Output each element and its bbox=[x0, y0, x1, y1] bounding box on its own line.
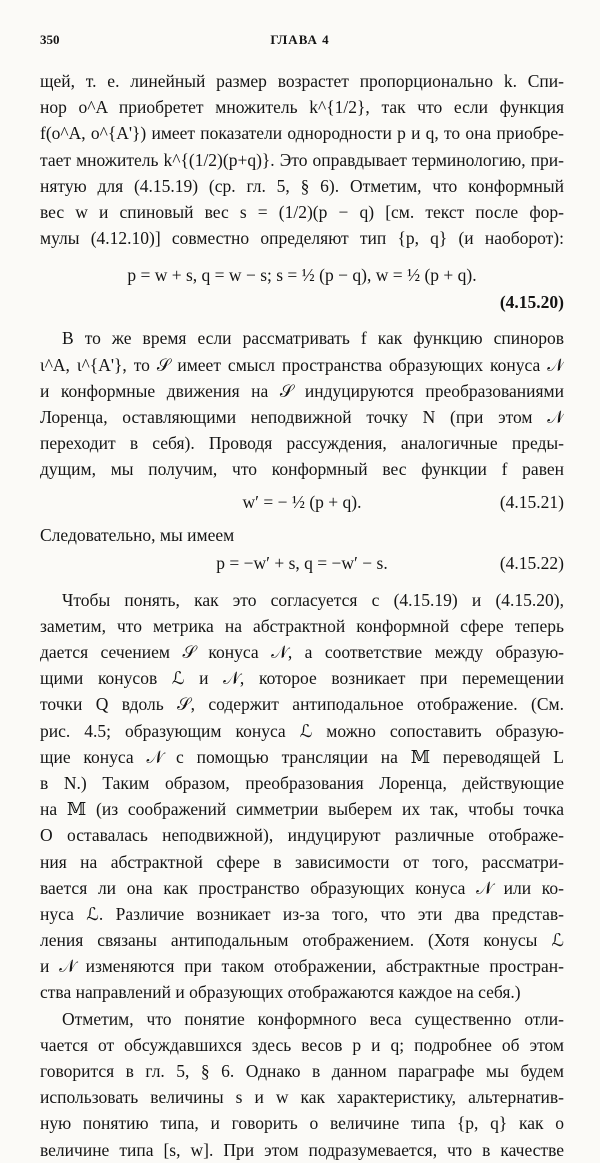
text-line: точки Q вдоль 𝒮, содержит антиподальное отображение. (См. bbox=[40, 694, 564, 715]
text-line: рис. 4.5; образующим конуса ℒ можно сопоставить образую- bbox=[40, 720, 564, 741]
text-line: Отметим, что понятие конформного веса существенно отли- bbox=[62, 1008, 564, 1029]
equation-number: (4.15.22) bbox=[499, 552, 564, 573]
text-line: переходит в себя). Проводя рассуждения, аналогичные преды- bbox=[40, 433, 564, 454]
equation-formula: p = w + s, q = w − s; s = ½ (p − q), w = ½ (p + q). bbox=[127, 265, 477, 286]
text-line: Лоренца, оставляющими неподвижной точку N (при этом 𝒩 bbox=[40, 406, 564, 427]
text-line: в N.) Таким образом, преобразования Лоренца, действующие bbox=[40, 772, 564, 793]
paragraph-1 bbox=[40, 68, 564, 251]
text-line: ления связаны антиподальным отображением. (Хотя конусы ℒ bbox=[40, 930, 564, 951]
text-line: f(o^A, o^{A'}) имеет показатели однородности p и q, то она приобре- bbox=[40, 123, 564, 144]
equation-formula: p = −w′ + s, q = −w′ − s. bbox=[216, 552, 388, 573]
paragraph-2 bbox=[40, 325, 564, 482]
text-line: O оставалась неподвижной), индуцируют различные отображе- bbox=[40, 825, 564, 846]
page-body bbox=[40, 68, 564, 1163]
paragraph-3 bbox=[40, 587, 564, 1006]
equation-4-15-21 bbox=[40, 488, 564, 516]
text-line: щей, т. е. линейный размер возрастет пропорционально k. Спи- bbox=[40, 71, 564, 91]
chapter-title: ГЛАВА 4 bbox=[270, 32, 330, 47]
text-line: тает множитель k^{(1/2)(p+q)}. Это оправдывает терминологию, при- bbox=[40, 149, 564, 170]
text-line: заметим, что метрика на абстрактной конформной сфере теперь bbox=[40, 615, 564, 636]
text-line: на 𝕄 (из соображений симметрии выберем их так, чтобы точка bbox=[40, 799, 564, 820]
text-line: ι^A, ι^{A'}, то 𝒮 имеет смысл пространства образующих конуса 𝒩 bbox=[40, 354, 564, 375]
running-header bbox=[40, 32, 560, 52]
text-line: щие конуса 𝒩 с помощью трансляции на 𝕄 переводящей L bbox=[40, 746, 564, 767]
text-line: говорится в гл. 5, § 6. Однако в данном параграфе мы будем bbox=[40, 1061, 564, 1081]
text-line: ства направлений и образующих отображаются каждое на себя.) bbox=[40, 982, 521, 1003]
equation-4-15-20 bbox=[40, 261, 564, 289]
text-line: мулы (4.12.10)] совместно определяют тип {p, q} (и наоборот): bbox=[40, 228, 564, 249]
text-line: и конформные движения на 𝒮 индуцируются преобразованиями bbox=[40, 380, 564, 401]
text-line: В то же время если рассматривать f как функцию спиноров bbox=[62, 328, 564, 349]
text-line: Чтобы понять, как это согласуется с (4.15.19) и (4.15.20), bbox=[62, 589, 564, 610]
text-line: ную понятию типа, и говорить о величине типа {p, q} как о bbox=[40, 1113, 564, 1134]
text-line: нятую для (4.15.19) (ср. гл. 5, § 6). Отметим, что конформный bbox=[40, 175, 564, 196]
paragraph-4 bbox=[40, 1006, 564, 1163]
text-line: дущим, мы получим, что конформный вес функции f равен bbox=[40, 459, 564, 480]
text-line: вается ли она как пространство образующих конуса 𝒩 или ко- bbox=[40, 877, 564, 898]
equation-number: (4.15.20) bbox=[499, 292, 564, 313]
text-line: чается от обсуждавшихся здесь весов p и q; подробнее об этом bbox=[40, 1034, 564, 1055]
equation-4-15-22 bbox=[40, 549, 564, 577]
text-line: щими конусов ℒ и 𝒩, которое возникает при перемещении bbox=[40, 668, 564, 689]
equation-number: (4.15.21) bbox=[499, 492, 564, 513]
text-line: ния на абстрактной сфере в зависимости от того, рассматри- bbox=[40, 851, 564, 872]
text-line: дается сечением 𝒮 конуса 𝒩, а соответствие между образую- bbox=[40, 642, 564, 662]
text-line: и 𝒩 изменяются при таком отображении, абстрактные простран- bbox=[40, 956, 564, 977]
text-line: вес w и спиновый вес s = (1/2)(p − q) [см. текст после фор- bbox=[40, 201, 564, 222]
page-number: 350 bbox=[40, 32, 60, 47]
text-line: нор o^A приобретет множитель k^{1/2}, так что если функция bbox=[40, 97, 564, 118]
text-line: нуса ℒ. Различие возникает из-за того, что эти два представ- bbox=[40, 903, 564, 924]
equation-formula: w′ = − ½ (p + q). bbox=[242, 492, 362, 513]
text-line: Следовательно, мы имеем bbox=[40, 525, 235, 546]
text-line: использовать величины s и w как характеристику, альтернатив- bbox=[40, 1087, 564, 1108]
text-line: величине типа [s, w]. При этом подразумевается, что в качестве bbox=[40, 1139, 564, 1160]
